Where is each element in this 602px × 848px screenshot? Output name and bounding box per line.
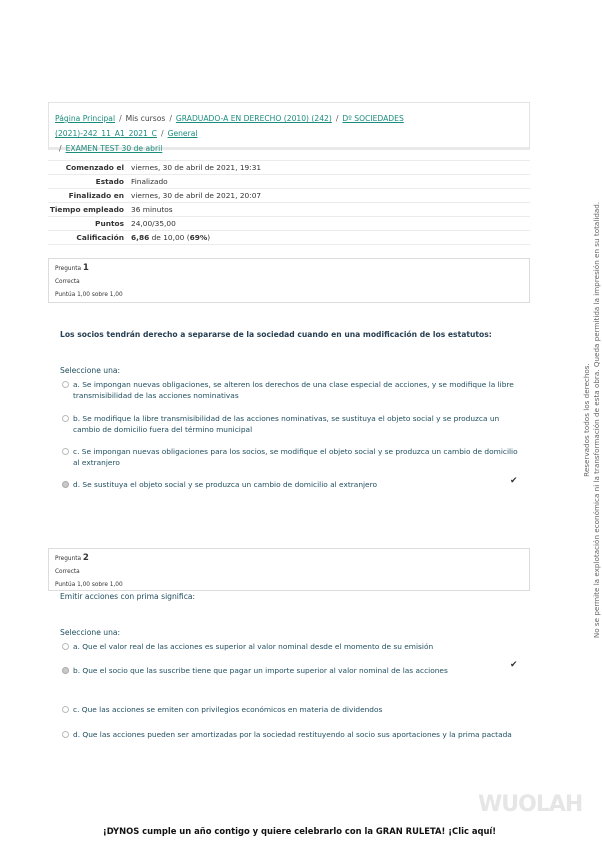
answer-option-label: a. Que el valor real de las acciones es superior al valor nominal desde el momento de su emisión [73, 642, 434, 651]
summary-label: Calificación [76, 233, 124, 242]
wuolah-logo: WUOLAH [478, 792, 583, 817]
radio-button-selected[interactable] [62, 481, 69, 488]
summary-row-time [48, 203, 530, 217]
copyright-line-2: No se permite la explotación económica ni la transformación de esta obra. Queda permitida la impresión en su totalidad. [592, 201, 601, 639]
answer-option-selected[interactable] [62, 665, 522, 676]
summary-label: Tiempo empleado [49, 205, 124, 214]
answer-option-label: b. Que el socio que las suscribe tiene que pagar un importe superior al valor nominal de las acciones [73, 666, 448, 675]
question-score: Puntúa 1,00 sobre 1,00 [55, 582, 123, 588]
summary-value: viernes, 30 de abril de 2021, 20:07 [131, 191, 262, 200]
radio-button[interactable] [62, 706, 69, 713]
answer-option-label: d. Se sustituya el objeto social y se produzca un cambio de domicilio al extranjero [73, 480, 377, 489]
summary-value: 36 minutos [131, 205, 173, 214]
select-prompt: Seleccione una: [60, 366, 121, 375]
question-number-line [55, 552, 523, 566]
question-text: Emitir acciones con prima significa: [60, 592, 196, 601]
answer-option[interactable] [62, 704, 522, 715]
question-text: Los socios tendrán derecho a separarse de la sociedad cuando en una modificación de los estatutos: [60, 330, 492, 339]
answer-option[interactable] [62, 379, 522, 401]
question-info-box [48, 258, 530, 303]
summary-value [129, 231, 530, 245]
summary-row-state [48, 175, 530, 189]
summary-label: Puntos [95, 219, 124, 228]
breadcrumb-separator: / [59, 144, 62, 153]
summary-value: Finalizado [131, 177, 168, 186]
summary-value: 24,00/35,00 [131, 219, 176, 228]
summary-label: Estado [95, 177, 124, 186]
grade-percent: 69% [189, 233, 208, 242]
radio-button-selected[interactable] [62, 667, 69, 674]
question-number: 2 [82, 553, 89, 563]
breadcrumb-course-link[interactable]: GRADUADO-A EN DERECHO (2010) (242) [175, 114, 332, 123]
breadcrumb-separator: / [161, 129, 164, 138]
breadcrumb-home-link[interactable]: Página Principal [55, 114, 116, 123]
question-status: Correcta [55, 569, 80, 575]
grade-of: de 10,00 ( [151, 233, 190, 242]
breadcrumb-section-link[interactable]: General [167, 129, 198, 138]
footer-promo-link[interactable]: ¡DYNOS cumple un año contigo y quiere celebrarlo con la GRAN RULETA! ¡Clic aquí! [102, 826, 497, 836]
radio-button[interactable] [62, 643, 69, 650]
breadcrumb-subject-link[interactable]: Dº SOCIEDADES (2021)-242_11_A1_2021_C [55, 114, 404, 138]
answer-option-label: c. Se impongan nuevas obligaciones para los socios, se modifique el objeto social y se produzca un cambio de domicilio al extranjero [73, 447, 518, 467]
copyright-side-note [582, 200, 602, 640]
question-label: Pregunta [55, 556, 82, 562]
question-info-box [48, 548, 530, 591]
breadcrumb-separator: / [335, 114, 339, 123]
breadcrumb-my-courses: Mis cursos [125, 114, 166, 123]
attempt-summary-table [48, 160, 530, 245]
question-score: Puntúa 1,00 sobre 1,00 [55, 292, 123, 298]
summary-row-started [48, 161, 530, 175]
breadcrumb-exam-link[interactable]: EXAMEN TEST 30 de abril [65, 144, 163, 153]
summary-row-grade [48, 231, 530, 245]
answer-option-label: b. Se modifique la libre transmisibilidad de las acciones nominativas, se sustituya el objeto social y se produzca un cambio de domicilio fuera del término municipal [73, 414, 500, 434]
correct-check-icon: ✔ [510, 476, 518, 486]
answer-option[interactable] [62, 641, 522, 652]
answer-option[interactable] [62, 446, 522, 468]
grade-close: ) [207, 233, 211, 242]
answer-option[interactable] [62, 729, 522, 740]
breadcrumb-separator: / [119, 114, 122, 123]
summary-row-points [48, 217, 530, 231]
question-status: Correcta [55, 279, 80, 285]
radio-button[interactable] [62, 448, 69, 455]
breadcrumb-separator: / [169, 114, 172, 123]
question-number-line [55, 262, 523, 276]
answer-option-label: c. Que las acciones se emiten con privilegios económicos en materia de dividendos [73, 705, 383, 714]
answer-option-label: d. Que las acciones pueden ser amortizadas por la sociedad restituyendo al socio sus aportaciones y la prima pactada [73, 730, 512, 739]
summary-label: Finalizado en [68, 191, 124, 200]
answer-option-label: a. Se impongan nuevas obligaciones, se alteren los derechos de una clase especial de acciones, y se modifique la libre transmisibilidad de las acciones nominativas [73, 380, 514, 400]
breadcrumb [48, 102, 530, 153]
radio-button[interactable] [62, 381, 69, 388]
summary-label: Comenzado el [65, 163, 124, 172]
radio-button[interactable] [62, 415, 69, 422]
radio-button[interactable] [62, 731, 69, 738]
correct-check-icon: ✔ [510, 660, 518, 670]
answer-option-selected[interactable] [62, 479, 522, 490]
question-number: 1 [82, 263, 89, 273]
copyright-line-1: Reservados todos los derechos. [582, 363, 591, 477]
select-prompt: Seleccione una: [60, 628, 121, 637]
grade-score: 6,86 [131, 233, 150, 242]
summary-row-finished [48, 189, 530, 203]
question-label: Pregunta [55, 266, 82, 272]
summary-value: viernes, 30 de abril de 2021, 19:31 [131, 163, 262, 172]
answer-option[interactable] [62, 413, 522, 435]
